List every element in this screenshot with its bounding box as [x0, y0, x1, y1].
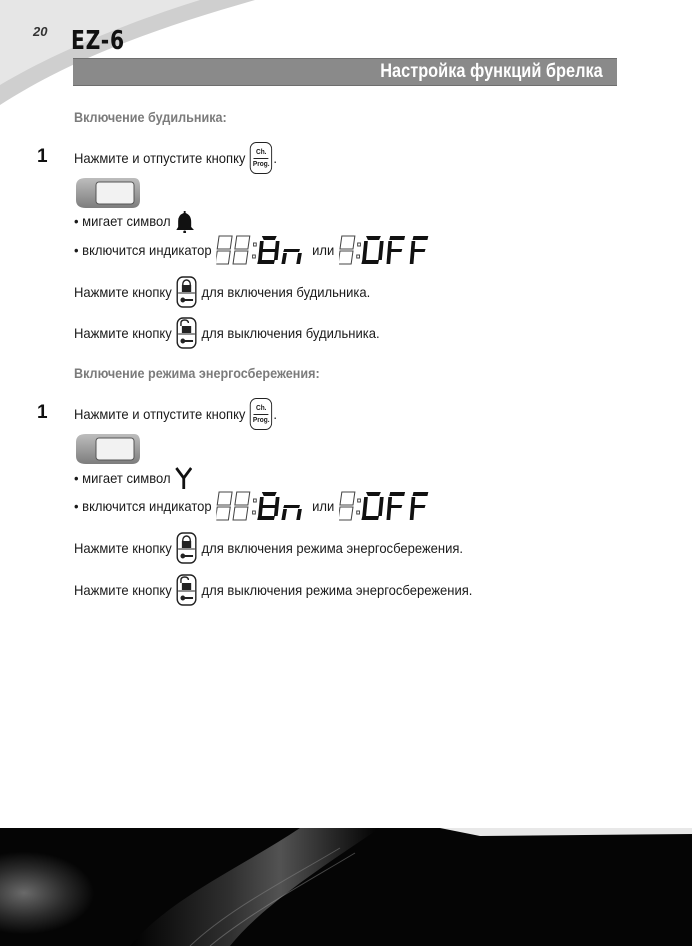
- alarm-on-text: для включения будильника.: [201, 284, 371, 300]
- eco-indicator-text: • включится индикатор: [74, 498, 212, 514]
- lcd-on-indicator-icon: [216, 490, 307, 522]
- eco-step-tail: .: [273, 406, 277, 422]
- alarm-blink-text: • мигает символ: [74, 213, 171, 229]
- button-top-label: Ch.: [256, 148, 267, 156]
- antenna-icon: [175, 466, 192, 490]
- lcd-off-indicator-icon: [339, 234, 430, 266]
- alarm-step-number: 1: [37, 146, 48, 167]
- footer-panther-image: [0, 828, 692, 946]
- eco-blink-text: • мигает символ: [74, 470, 171, 486]
- section-banner: [73, 58, 617, 86]
- lock-button-icon: [176, 276, 196, 308]
- eco-step-number: 1: [37, 402, 48, 423]
- model-title: EZ-6: [71, 26, 125, 56]
- section-title: Настройка функций брелка: [380, 61, 603, 82]
- alarm-indicator-line: [74, 234, 430, 266]
- alarm-step-tail: .: [273, 150, 277, 166]
- eco-heading: Включение режима энергосбережения:: [74, 365, 320, 381]
- lcd-off-indicator-icon: [339, 490, 430, 522]
- press-text: Нажмите кнопку: [74, 540, 172, 556]
- ch-prog-button-icon: [250, 142, 272, 174]
- alarm-off-line: [74, 317, 380, 349]
- unlock-button-icon: [176, 574, 196, 606]
- ch-prog-button-icon: [250, 398, 272, 430]
- alarm-step-line: [74, 142, 277, 174]
- or-label: или: [312, 242, 335, 258]
- eco-off-line: [74, 574, 472, 606]
- eco-off-text: для выключения режима энергосбережения.: [201, 582, 473, 598]
- alarm-blink-line: [74, 209, 194, 233]
- button-bottom-label: Prog.: [252, 416, 270, 424]
- press-text: Нажмите кнопку: [74, 582, 172, 598]
- unlock-button-icon: [176, 317, 196, 349]
- press-text: Нажмите кнопку: [74, 284, 172, 300]
- or-label: или: [312, 498, 335, 514]
- alarm-step-text: Нажмите и отпустите кнопку: [74, 150, 246, 166]
- eco-on-line: [74, 532, 463, 564]
- eco-step-line: [74, 398, 277, 430]
- alarm-heading: Включение будильника:: [74, 109, 227, 125]
- lock-button-icon: [176, 532, 196, 564]
- lcd-on-indicator-icon: [216, 234, 307, 266]
- page-number: 20: [33, 24, 48, 39]
- button-bottom-label: Prog.: [252, 160, 270, 168]
- bell-icon: [175, 209, 194, 233]
- alarm-indicator-text: • включится индикатор: [74, 242, 212, 258]
- eco-blink-line: [74, 466, 192, 490]
- eco-indicator-line: [74, 490, 430, 522]
- key-fob-icon: [72, 432, 142, 466]
- press-text: Нажмите кнопку: [74, 325, 172, 341]
- eco-step-text: Нажмите и отпустите кнопку: [74, 406, 246, 422]
- button-top-label: Ch.: [256, 404, 267, 412]
- alarm-on-line: [74, 276, 370, 308]
- key-fob-icon: [72, 176, 142, 210]
- alarm-off-text: для выключения будильника.: [201, 325, 380, 341]
- eco-on-text: для включения режима энергосбережения.: [201, 540, 464, 556]
